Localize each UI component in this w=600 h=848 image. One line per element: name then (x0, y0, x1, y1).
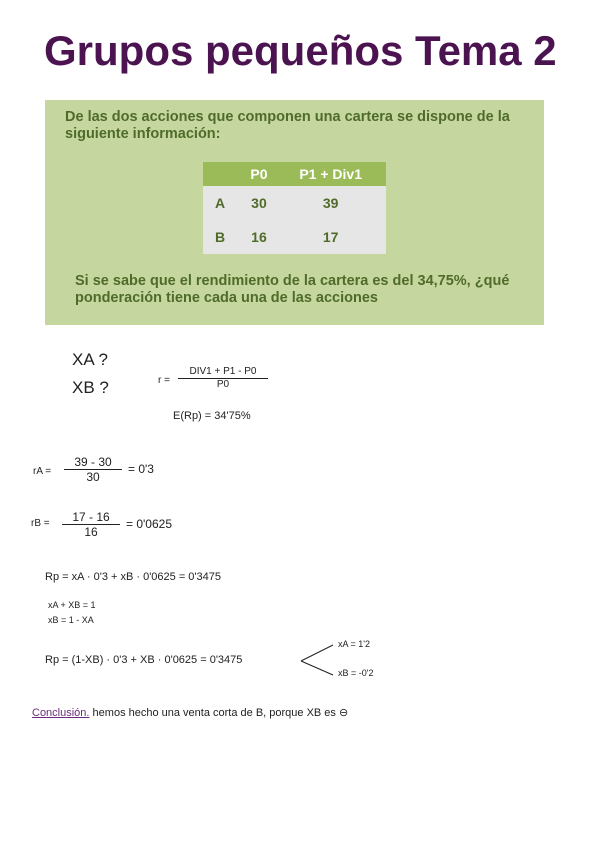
branch-lines (300, 643, 335, 679)
header-cell-p1-div1: P1 + Div1 (275, 162, 386, 186)
cell: 16 (251, 229, 267, 245)
table-row (203, 220, 386, 254)
denominator: P0 (216, 379, 230, 390)
note-r-formula (178, 366, 268, 391)
conclusion-label: Conclusión. (32, 707, 90, 719)
cell: 39 (322, 195, 339, 211)
note-rp1: Rp = xA · 0'3 + xB · 0'0625 = 0'3475 (45, 571, 221, 583)
note-erp: E(Rp) = 34'75% (173, 410, 251, 422)
note-ra-label: rA = (33, 466, 52, 477)
note-rb-formula (62, 510, 120, 539)
note-r-label: r = (158, 375, 170, 386)
note-xa: XA ? (72, 350, 108, 369)
header-cell (203, 162, 243, 186)
note-conclusion (32, 707, 348, 720)
note-ra-formula (64, 455, 122, 484)
numerator: 17 - 16 (62, 510, 120, 525)
denominator: 30 (86, 470, 100, 484)
note-ra-result: = 0'3 (128, 462, 154, 476)
note-rb-label: rB = (31, 518, 50, 529)
note-rb-result: = 0'0625 (126, 517, 173, 531)
note-rp2: Rp = (1-XB) · 0'3 + XB · 0'0625 = 0'3475 (45, 654, 243, 666)
note-xb-eq: xB = 1 - XA (48, 615, 94, 625)
cell: 17 (322, 229, 339, 245)
note-xb: XB ? (72, 378, 109, 397)
conclusion-text: hemos hecho una venta corta de B, porque XB es ⊖ (92, 707, 349, 719)
cell: 30 (251, 195, 267, 211)
numerator: DIV1 + P1 - P0 (178, 366, 268, 379)
table-row (203, 186, 386, 220)
data-table (203, 162, 386, 254)
note-result-a: xA = 1'2 (338, 639, 370, 649)
problem-question: Si se sabe que el rendimiento de la cartera es del 34,75%, ¿qué ponderación tiene cada una de las acciones (75, 273, 510, 306)
problem-intro: De las dos acciones que componen una cartera se dispone de la siguiente información: (65, 109, 510, 142)
problem-box (45, 100, 544, 325)
numerator: 39 - 30 (64, 455, 122, 470)
page-title: Grupos pequeños Tema 2 (44, 27, 557, 74)
note-sum: xA + XB = 1 (48, 600, 96, 610)
cell: B (215, 229, 226, 245)
denominator: 16 (84, 525, 98, 539)
header-cell-p0: P0 (243, 162, 276, 186)
cell: A (215, 195, 226, 211)
note-result-b: xB = -0'2 (338, 668, 374, 678)
